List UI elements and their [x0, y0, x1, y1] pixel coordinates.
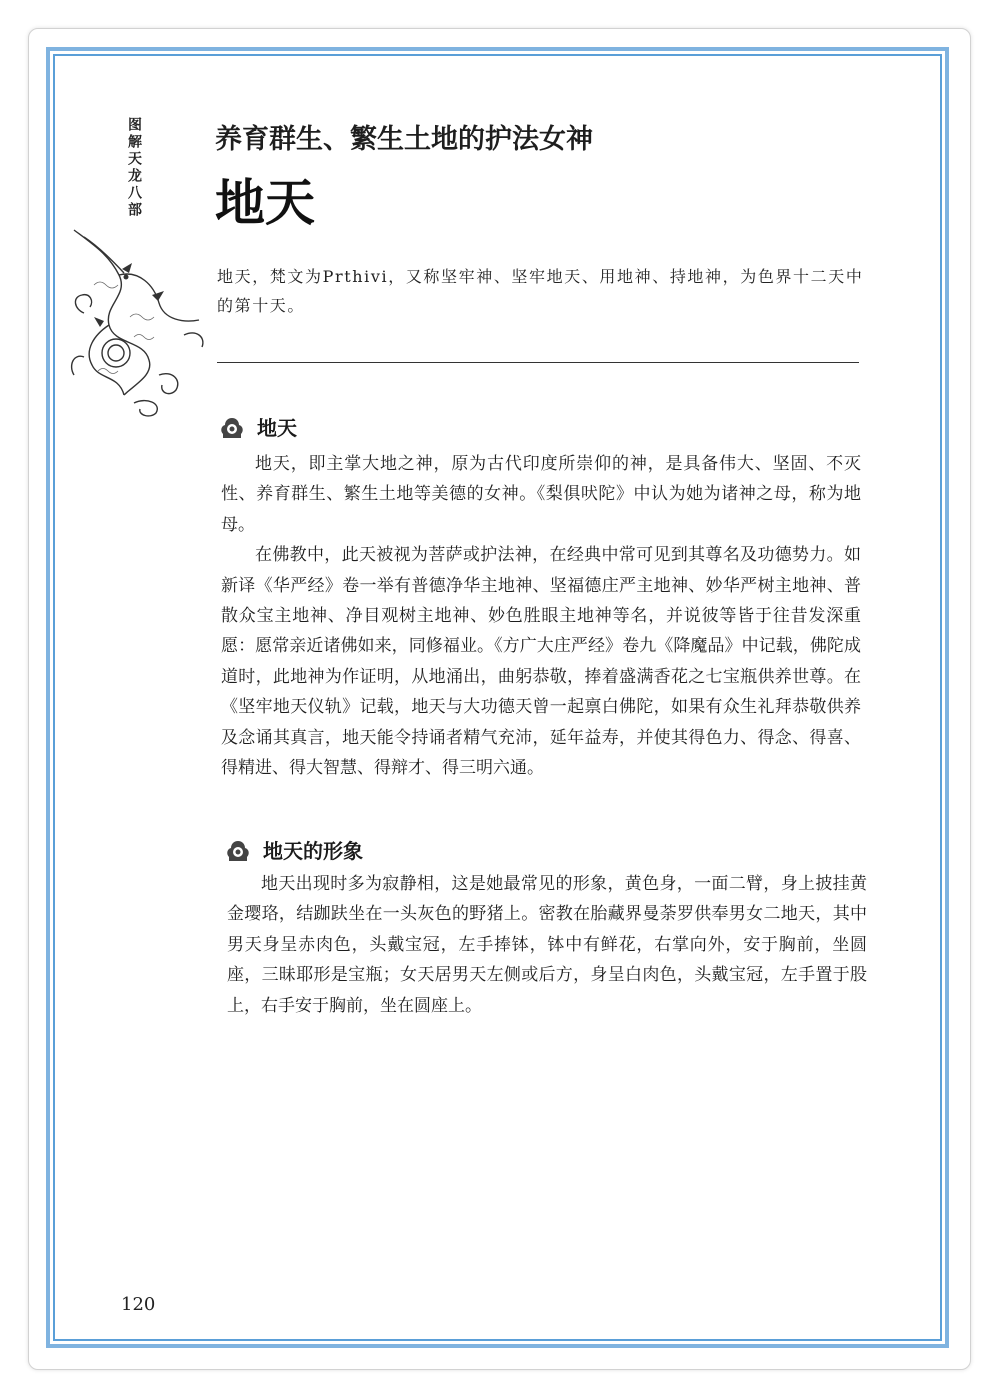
section-body-ditian: [221, 449, 861, 783]
paragraph: 地天，即主掌大地之神，原为古代印度所崇仰的神，是具备伟大、坚固、不灭性、养育群生、繁生土地等美德的女神。《梨俱吠陀》中认为她为诸神之母，称为地母。: [221, 454, 861, 535]
section-heading-image: [225, 837, 363, 865]
paragraph: 地天出现时多为寂静相，这是她最常见的形象，黄色身，一面二臂，身上披挂黄金璎珞，结跏趺坐在一头灰色的野猪上。密教在胎藏界曼荼罗供奉男女二地天，其中男天身呈赤肉色，头戴宝冠，左手捧钵，钵中有鲜花，右掌向外，安于胸前，坐圆座，三昧耶形是宝瓶；女天居男天左侧或后方，身呈白肉色，头戴宝冠，左手置于股上，右手安于胸前，坐在圆座上。: [227, 874, 867, 1016]
intro-paragraph: 地天，梵文为Prthivi，又称坚牢神、坚牢地天、用地神、持地神，为色界十二天中的第十天。: [217, 267, 864, 315]
section-heading-label: 地天的形象: [263, 839, 363, 863]
ornament-icon: [219, 416, 245, 440]
section-body-image: [227, 869, 867, 1021]
paragraph: 在佛教中，此天被视为菩萨或护法神，在经典中常可见到其尊名及功德势力。如新译《华严经》卷一举有普德净华主地神、坚福德庄严主地神、妙华严树主地神、普散众宝主地神、净目观树主地神、妙色胜眼主地神等名，并说彼等皆于往昔发深重愿：愿常亲近诸佛如来，同修福业。《方广大庄严经》卷九《降魔品》中记载，佛陀成道时，此地神为作证明，从地涌出，曲躬恭敬，捧着盛满香花之七宝瓶供养世尊。在《坚牢地天仪轨》记载，地天与大功德天曾一起禀白佛陀，如果有众生礼拜恭敬供养及念诵其真言，地天能令持诵者精气充沛，延年益寿，并使其得色力、得念、得喜、得精进、得大智慧、得辩才、得三明六通。: [221, 545, 861, 779]
page-subtitle: 养育群生、繁生土地的护法女神: [215, 124, 593, 155]
page-title: 地天: [215, 174, 315, 232]
divider: [217, 362, 859, 363]
section-heading-ditian: [219, 414, 297, 442]
series-title: 图解天龙八部: [126, 117, 142, 219]
page-number: 120: [121, 1294, 156, 1315]
dragon-illustration: [64, 225, 214, 420]
section-heading-label: 地天: [257, 416, 297, 440]
ornament-icon: [225, 839, 251, 863]
